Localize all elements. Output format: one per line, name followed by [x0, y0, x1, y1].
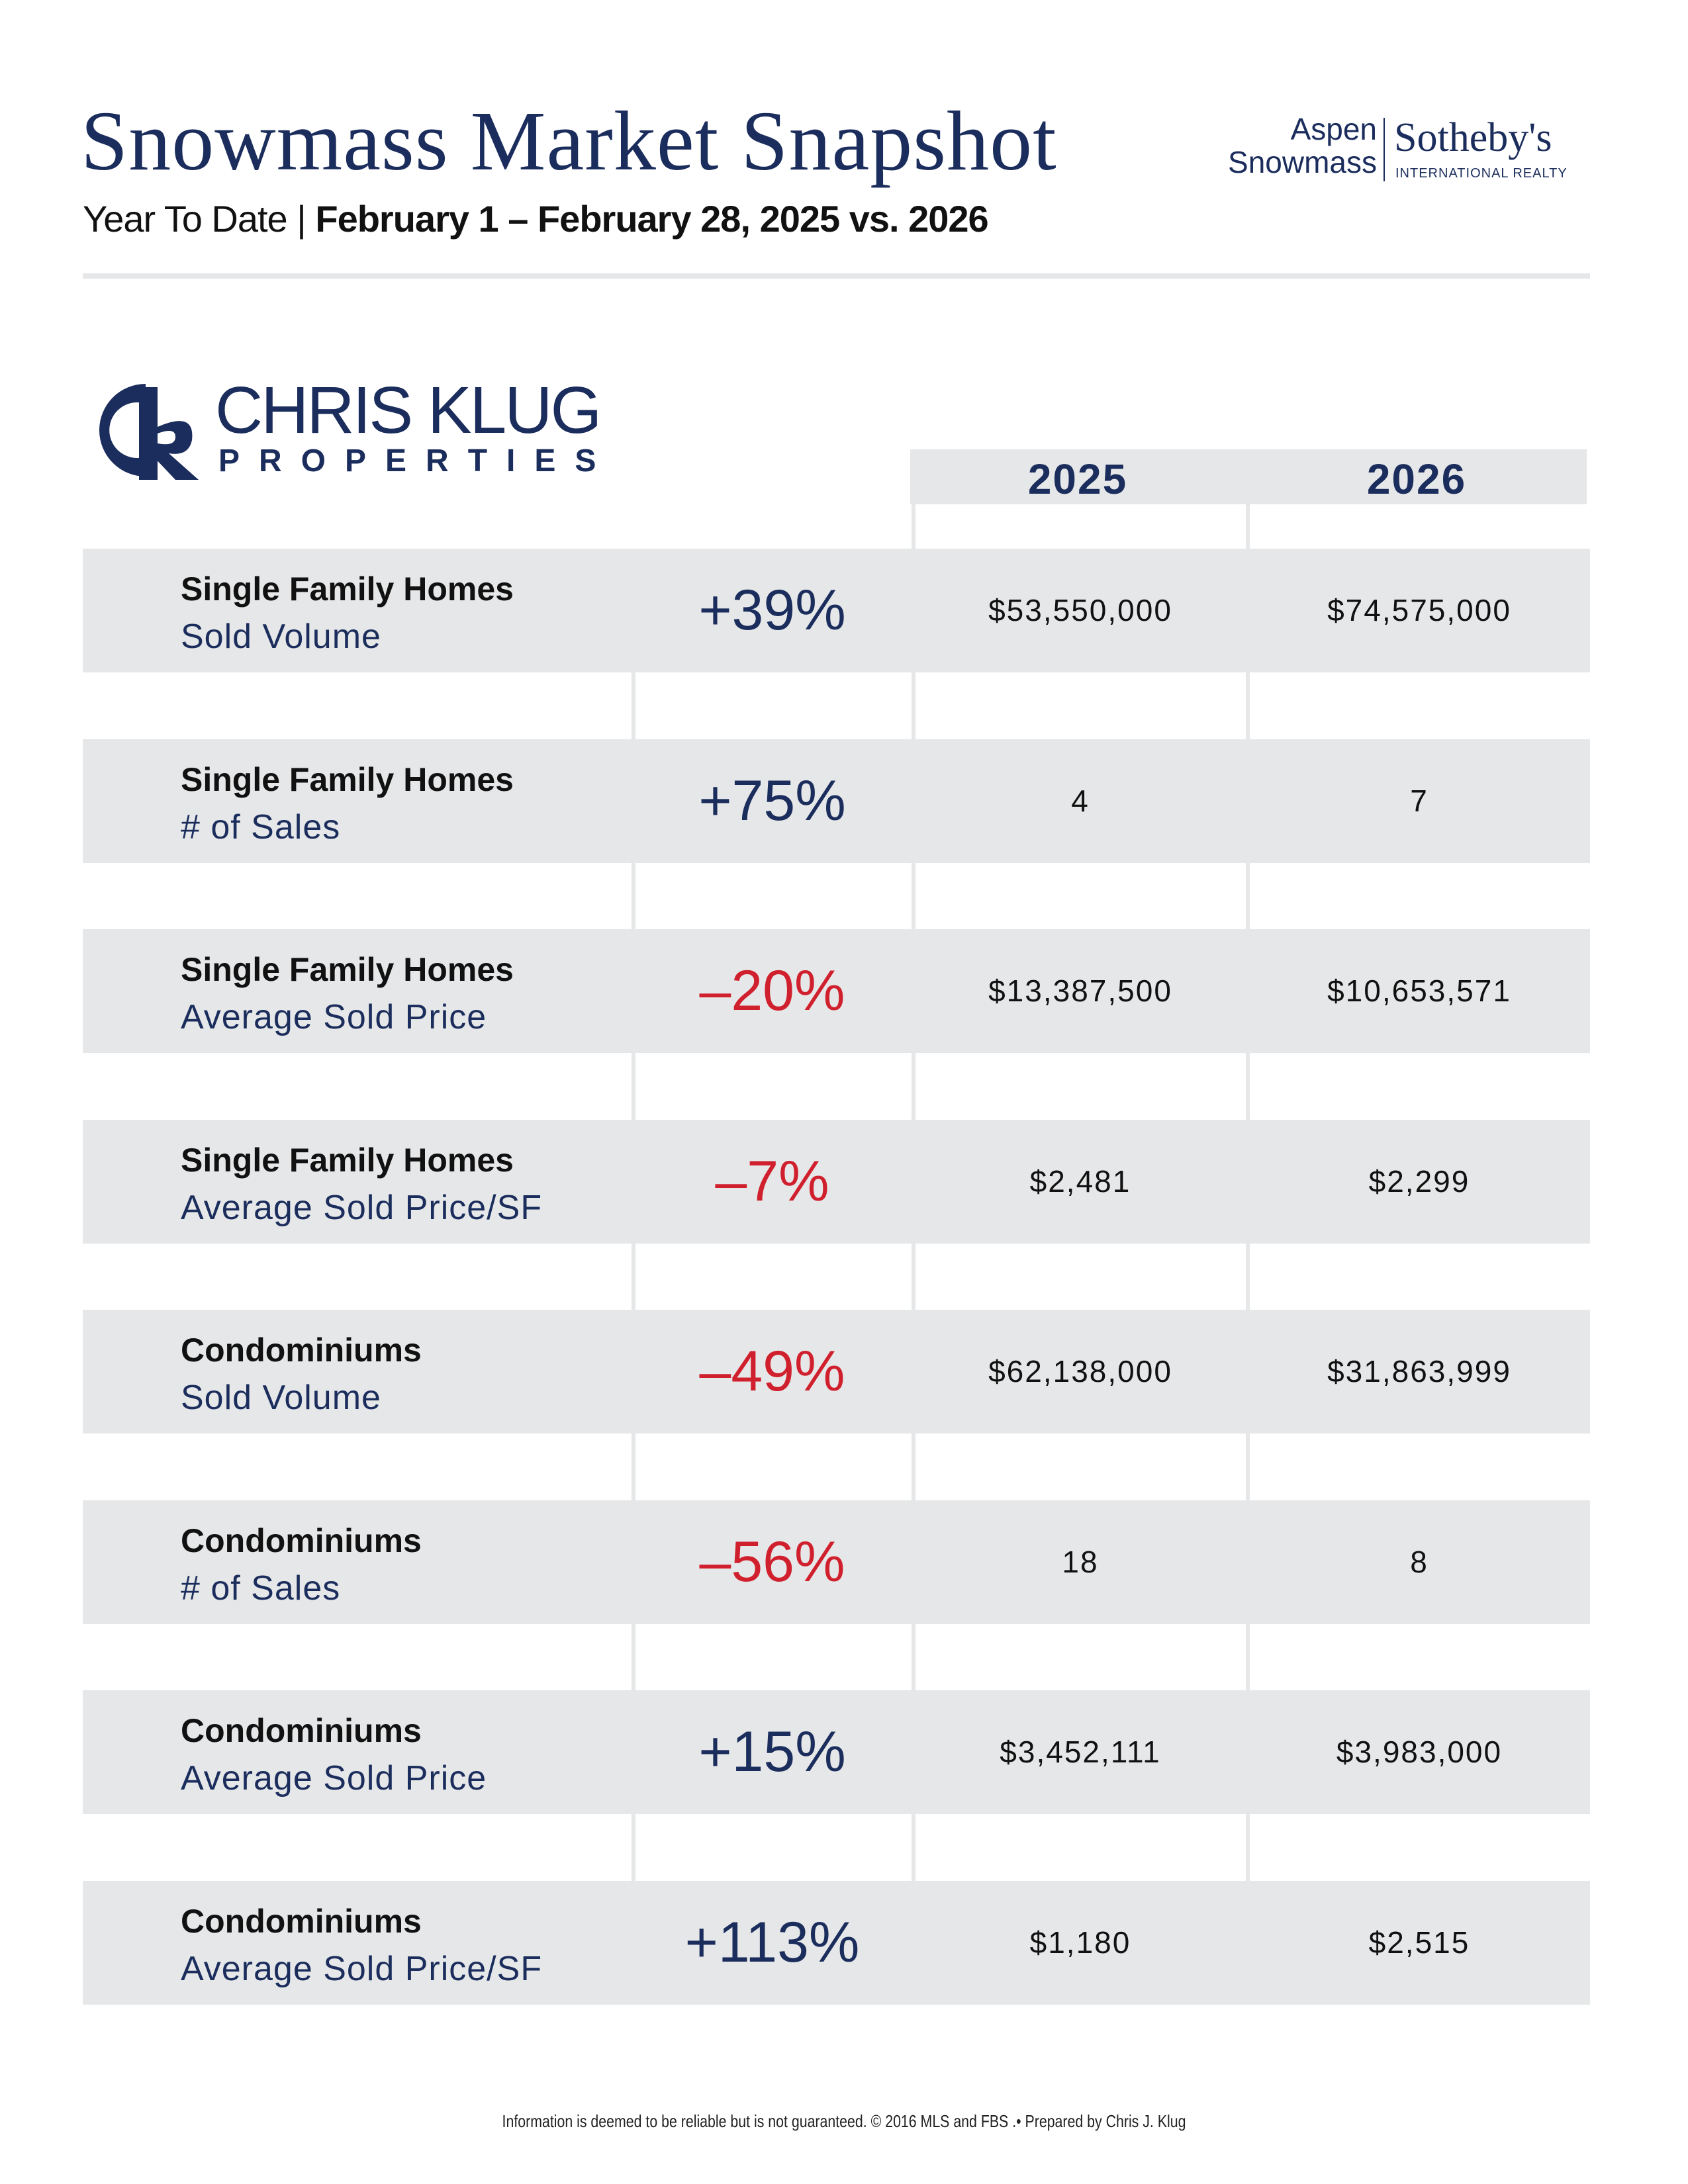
- value-2026: $10,653,571: [1327, 974, 1511, 1008]
- value-2025: $62,138,000: [988, 1354, 1172, 1388]
- value-2025: $13,387,500: [988, 974, 1172, 1008]
- row-metric: Average Sold Price: [181, 1759, 487, 1797]
- table-row: [83, 1881, 1590, 2005]
- value-2026: 7: [1410, 783, 1429, 818]
- sothebys-logo: [1192, 113, 1582, 189]
- row-metric: Average Sold Price: [181, 998, 487, 1036]
- row-metric: Sold Volume: [181, 1379, 381, 1417]
- row-metric: # of Sales: [181, 807, 341, 846]
- value-2026: $2,299: [1368, 1163, 1470, 1199]
- subtitle-prefix: Year To Date |: [83, 198, 316, 240]
- value-2025: $53,550,000: [988, 593, 1172, 627]
- row-metric: Average Sold Price/SF: [181, 1188, 543, 1227]
- page-subtitle: [83, 197, 988, 240]
- page-title: Snowmass Market Snapshot: [81, 94, 1057, 188]
- percent-change: +15%: [698, 1720, 846, 1784]
- percent-change: –7%: [715, 1149, 829, 1213]
- table-row: [83, 1310, 1590, 1433]
- value-2025: 18: [1062, 1544, 1099, 1579]
- value-2025: $3,452,111: [1000, 1735, 1161, 1769]
- aspen-snowmass-label: [1228, 113, 1377, 179]
- percent-change: +39%: [698, 578, 846, 642]
- row-metric: # of Sales: [181, 1569, 341, 1608]
- ck-subtitle: PROPERTIES: [218, 443, 616, 478]
- value-2026: $2,515: [1368, 1925, 1470, 1960]
- table-row: [83, 1120, 1590, 1244]
- row-category: Condominiums: [181, 1522, 422, 1559]
- row-category: Single Family Homes: [181, 570, 514, 608]
- sothebys-name: Sotheby's: [1394, 115, 1552, 160]
- year-header: [910, 449, 1587, 504]
- value-2025: 4: [1071, 783, 1090, 818]
- row-category: Single Family Homes: [181, 1141, 514, 1179]
- value-2026: $74,575,000: [1327, 593, 1511, 627]
- table-row: [83, 929, 1590, 1053]
- row-category: Single Family Homes: [181, 951, 514, 988]
- snowmass-text: Snowmass: [1228, 145, 1377, 179]
- subtitle-date-range: February 1 – February 28, 2025 vs. 2026: [315, 198, 988, 240]
- aspen-text: Aspen: [1290, 112, 1377, 146]
- percent-change: +75%: [698, 768, 846, 833]
- row-category: Condominiums: [181, 1712, 422, 1749]
- header-divider: [83, 273, 1590, 279]
- sothebys-subtitle: INTERNATIONAL REALTY: [1395, 166, 1568, 181]
- logo-divider: [1383, 118, 1385, 181]
- row-category: Condominiums: [181, 1332, 422, 1369]
- row-metric: Sold Volume: [181, 617, 381, 656]
- percent-change: –49%: [699, 1340, 845, 1403]
- value-2025: $2,481: [1029, 1163, 1131, 1199]
- value-2026: $3,983,000: [1336, 1735, 1503, 1769]
- table-row: [83, 1690, 1590, 1814]
- year-2025-header: 2025: [1027, 455, 1128, 503]
- footer-disclaimer: Information is deemed to be reliable but is not guaranteed. © 2016 MLS and FBS .• Prepared by Chris J. Klug: [502, 2111, 1186, 2131]
- year-2026-header: 2026: [1366, 455, 1467, 503]
- ck-name: CHRIS KLUG: [215, 373, 600, 447]
- chris-klug-logo: [83, 373, 616, 483]
- percent-change: +113%: [684, 1910, 860, 1974]
- row-category: Condominiums: [181, 1902, 422, 1940]
- percent-change: –20%: [699, 959, 845, 1023]
- table-row: [83, 739, 1590, 863]
- percent-change: –56%: [699, 1529, 845, 1594]
- ck-monogram-icon: [83, 377, 209, 483]
- value-2026: 8: [1410, 1544, 1429, 1579]
- table-row: [83, 1500, 1590, 1624]
- value-2026: $31,863,999: [1327, 1354, 1511, 1388]
- table-row: [83, 549, 1590, 672]
- row-metric: Average Sold Price/SF: [181, 1949, 543, 1988]
- value-2025: $1,180: [1029, 1925, 1131, 1960]
- row-category: Single Family Homes: [181, 760, 514, 798]
